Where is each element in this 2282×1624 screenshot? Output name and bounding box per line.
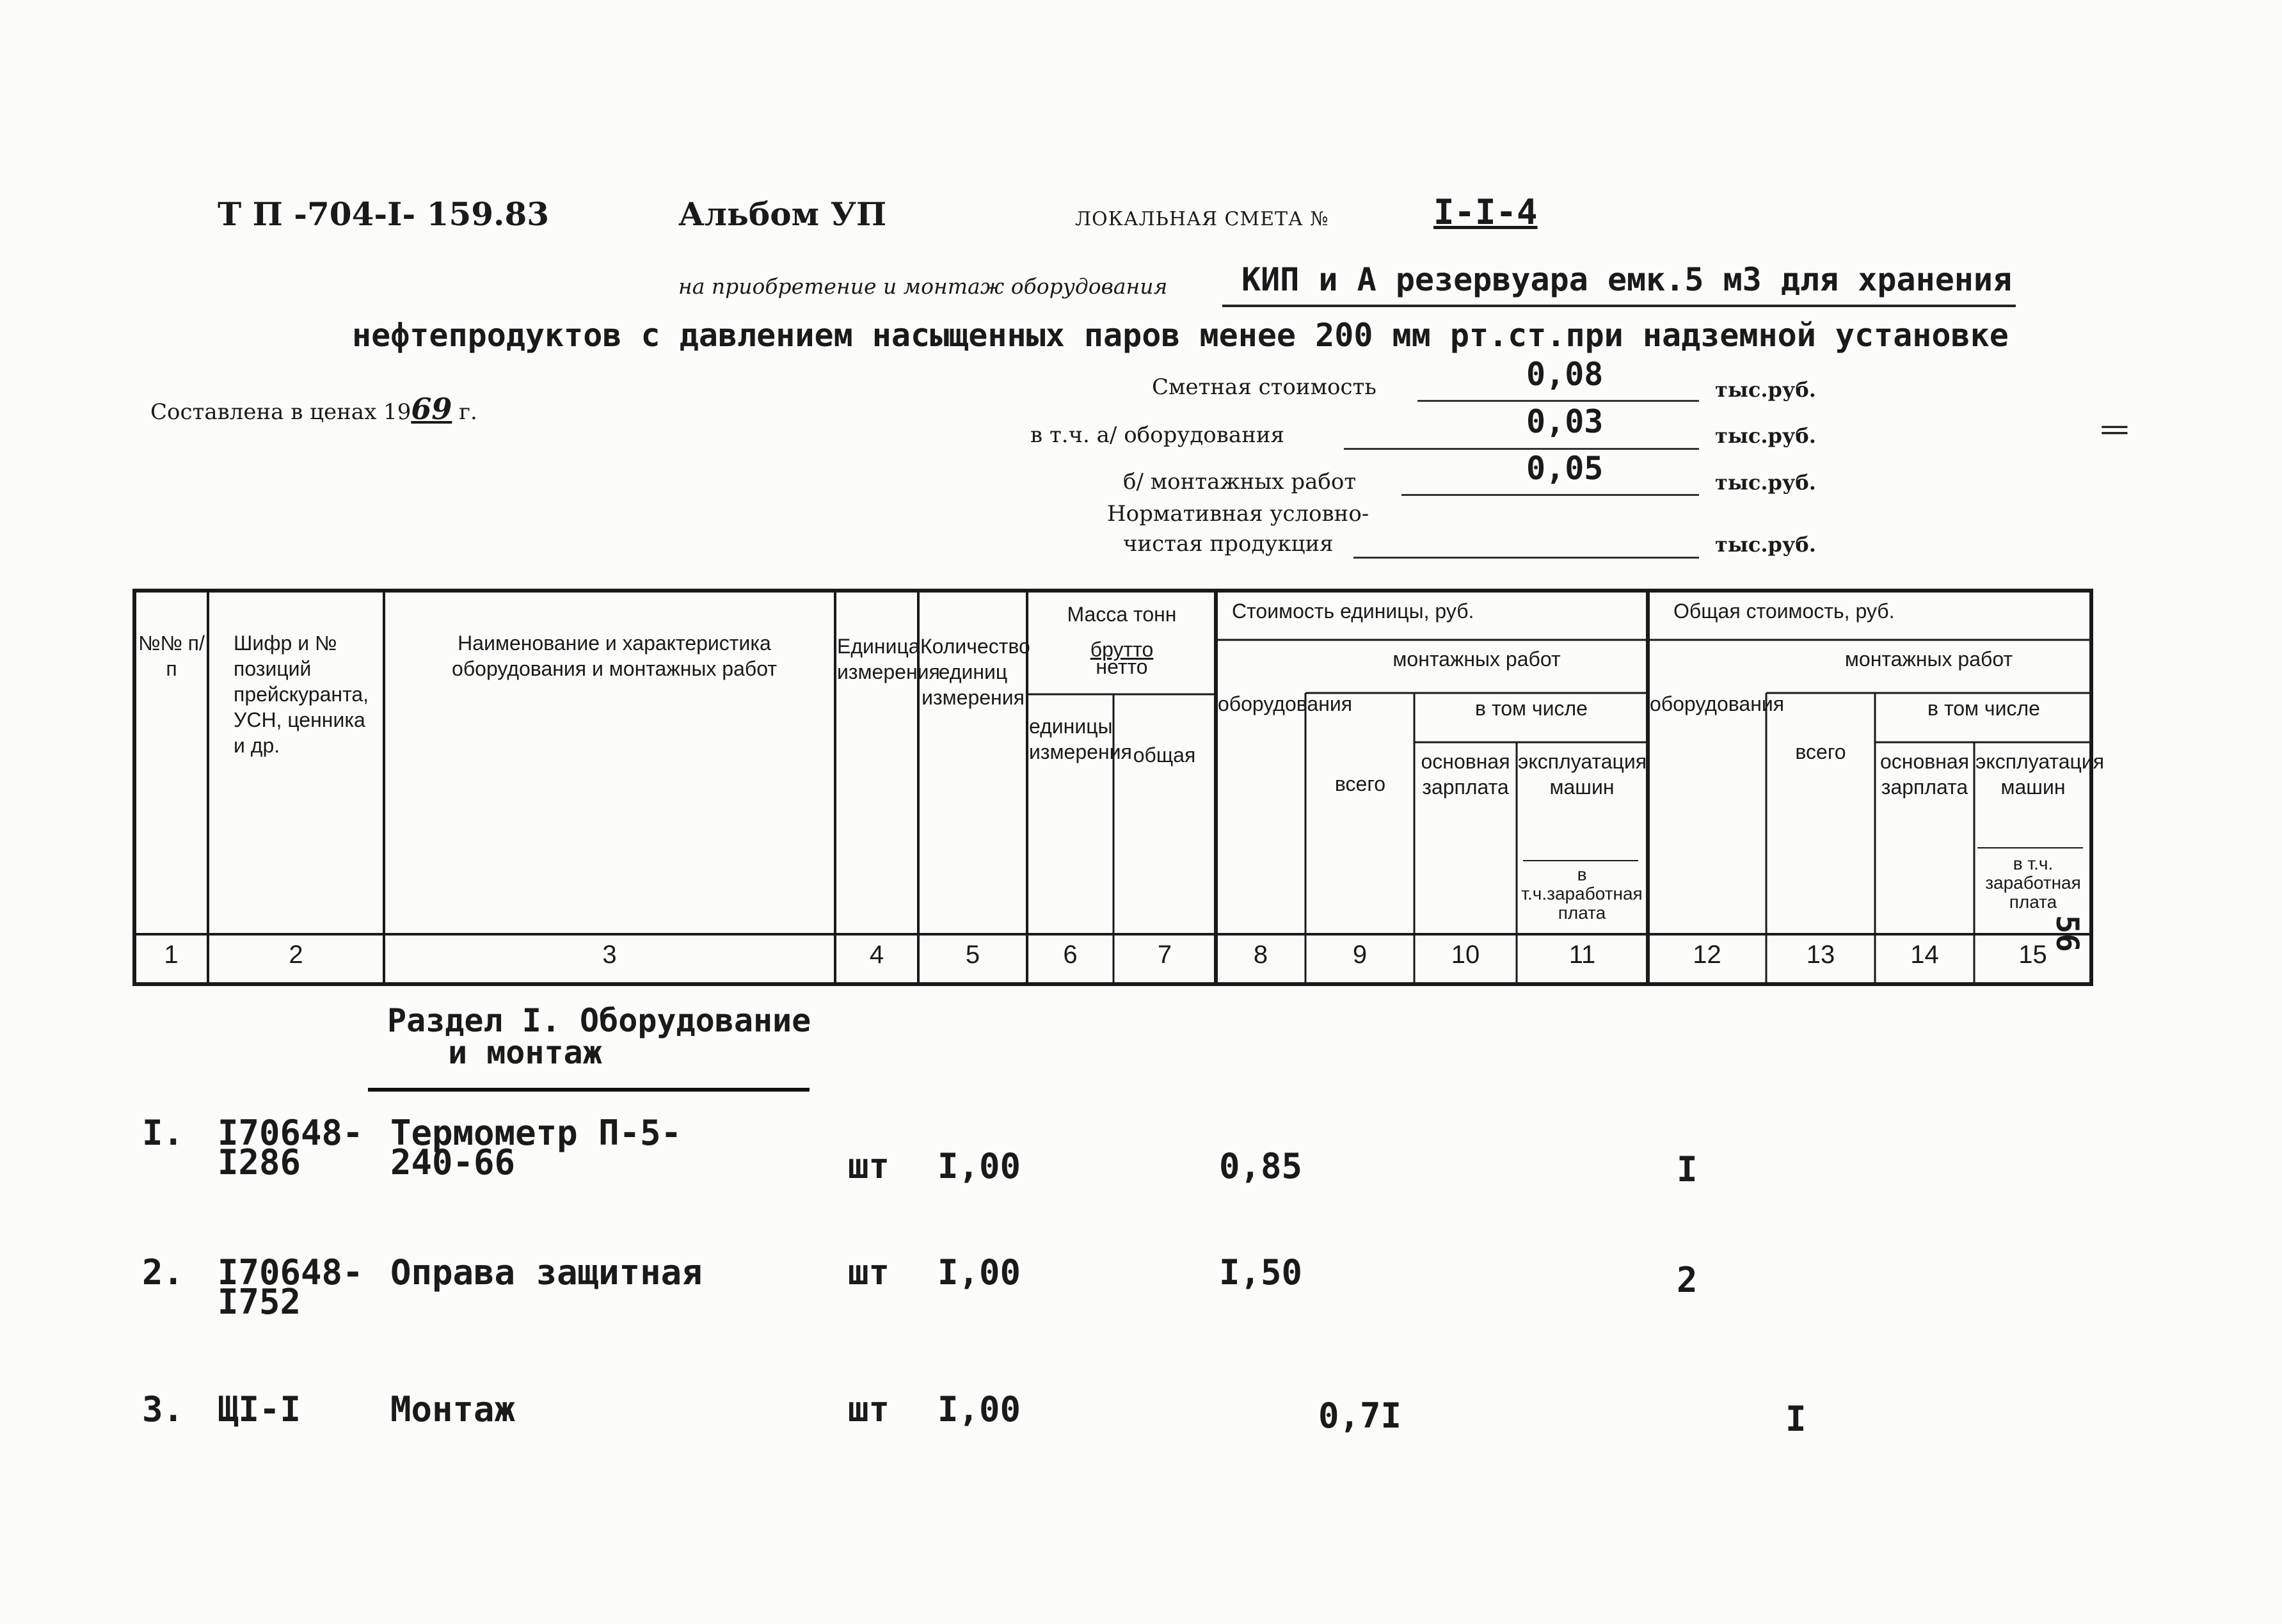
row-3-quantity: I,00 xyxy=(938,1389,1021,1429)
row-1-code-line-1: I70648- xyxy=(218,1113,363,1153)
row-3-installation-total: I xyxy=(1785,1399,1807,1439)
col-number-7: 7 xyxy=(1157,941,1172,969)
installation-cost-unit: тыс.руб. xyxy=(1715,470,1816,495)
th-total-installation: монтажных работ xyxy=(1844,648,2013,671)
col-number-6: 6 xyxy=(1063,941,1078,969)
th-unit-including: в том числе xyxy=(1475,697,1588,720)
page-number: 56 xyxy=(2049,915,2085,952)
th-unit: Единица измерения xyxy=(837,635,940,683)
th-quantity: Количество единиц измерения xyxy=(920,635,1030,709)
row-3-number: 3. xyxy=(142,1389,184,1429)
row-2-unit: шт xyxy=(848,1252,890,1293)
th-unit-machines-wages: в т.ч.заработная плата xyxy=(1521,864,1643,923)
row-3-installation-price: 0,7I xyxy=(1318,1396,1402,1436)
th-mass-unit: единицы измерения xyxy=(1029,715,1132,763)
normative-label-1: Нормативная условно- xyxy=(1107,501,1369,527)
th-mass-netto: нетто xyxy=(1096,655,1148,678)
normative-unit: тыс.руб. xyxy=(1715,532,1816,557)
th-name: Наименование и характеристика оборудования и монтажных работ xyxy=(452,632,777,680)
purpose-label: на приобретение и монтаж оборудования xyxy=(678,274,1168,299)
col-number-15: 15 xyxy=(2018,941,2047,969)
th-total-wages: основная зарплата xyxy=(1879,750,1970,799)
normative-label-2: чистая продукция xyxy=(1123,531,1334,557)
th-row-number: №№ п/п xyxy=(138,632,205,680)
estimated-cost-unit: тыс.руб. xyxy=(1715,378,1816,402)
equipment-cost-unit: тыс.руб. xyxy=(1715,424,1816,448)
row-1-number: I. xyxy=(142,1113,184,1153)
col-number-1: 1 xyxy=(164,941,179,969)
row-2-code-line-1: I70648- xyxy=(218,1252,363,1293)
estimated-cost-label: Сметная стоимость xyxy=(1152,374,1376,400)
th-unit-cost: Стоимость единицы, руб. xyxy=(1232,600,1474,623)
row-2-equipment-total: 2 xyxy=(1677,1260,1698,1300)
row-1-name xyxy=(390,1113,682,1182)
th-total-machines: эксплуатация машин xyxy=(1975,750,2105,799)
row-2-quantity: I,00 xyxy=(938,1252,1021,1293)
row-2-code-line-2: I752 xyxy=(218,1282,301,1322)
row-1-equipment-total: I xyxy=(1677,1149,1698,1190)
row-1-unit: шт xyxy=(848,1146,890,1186)
row-2-code xyxy=(218,1252,363,1322)
col-number-10: 10 xyxy=(1451,941,1480,969)
margin-mark: ‖ xyxy=(2102,422,2131,438)
col-number-12: 12 xyxy=(1693,941,1721,969)
section-title-line-2: и монтаж xyxy=(448,1034,602,1071)
prices-suffix: г. xyxy=(459,399,477,425)
row-1-code xyxy=(218,1113,363,1182)
row-3-code: ЩI-I xyxy=(218,1389,301,1429)
row-1-quantity: I,00 xyxy=(938,1146,1021,1186)
row-1-name-line-1: Термометр П-5- xyxy=(390,1113,682,1153)
prices-label: Составлена в ценах 19 xyxy=(150,399,411,425)
subject-line-2: нефтепродуктов с давлением насыщенных паров менее 200 мм рт.ст.при надземной установке xyxy=(352,317,2009,354)
row-1-code-line-2: I286 xyxy=(218,1142,301,1182)
th-total-equipment: оборудования xyxy=(1650,692,1785,715)
equipment-cost-value: 0,03 xyxy=(1526,403,1604,440)
th-unit-wages: основная зарплата xyxy=(1421,750,1510,799)
smeta-number: I-I-4 xyxy=(1433,192,1538,232)
row-1-name-line-2: 240-66 xyxy=(390,1142,516,1182)
col-number-4: 4 xyxy=(869,941,884,969)
col-number-11: 11 xyxy=(1568,941,1596,969)
th-mass: Масса тонн xyxy=(1067,603,1177,626)
document-code: Т П -704-I- 159.83 xyxy=(218,195,550,233)
row-2-name: Оправа защитная xyxy=(390,1252,703,1293)
album-label: Альбом УП xyxy=(678,195,887,233)
section-title xyxy=(387,1002,811,1071)
smeta-label: ЛОКАЛЬНАЯ СМЕТА № xyxy=(1075,208,1329,230)
th-unit-installation: монтажных работ xyxy=(1392,648,1561,671)
section-underline xyxy=(368,1088,810,1092)
col-number-2: 2 xyxy=(289,941,303,969)
col-number-8: 8 xyxy=(1253,941,1268,969)
th-unit-install-total: всего xyxy=(1334,772,1386,795)
col-number-3: 3 xyxy=(602,941,617,969)
row-3-name: Монтаж xyxy=(390,1389,516,1429)
equipment-cost-label: в т.ч. а/ оборудования xyxy=(1030,422,1284,448)
row-2-number: 2. xyxy=(142,1252,184,1293)
th-mass-brutto: брутто xyxy=(1090,638,1154,661)
th-total-including: в том числе xyxy=(1927,697,2040,720)
th-code: Шифр и № позиций прейскуранта, УСН, ценника и др. xyxy=(234,632,369,757)
section-title-line-1: Раздел I. Оборудование xyxy=(387,1002,811,1039)
prices-year: 69 xyxy=(411,392,452,426)
th-unit-equipment: оборудования xyxy=(1218,692,1353,715)
col-number-13: 13 xyxy=(1806,941,1835,969)
th-mass-total: общая xyxy=(1133,744,1196,767)
subject-line-1: КИП и А резервуара емк.5 м3 для хранения xyxy=(1241,261,2013,298)
row-2-equipment-price: I,50 xyxy=(1219,1252,1303,1293)
th-total-machines-wages: в т.ч. заработная плата xyxy=(1985,854,2081,912)
row-1-equipment-price: 0,85 xyxy=(1219,1146,1303,1186)
th-total-cost: Общая стоимость, руб. xyxy=(1673,600,1895,623)
installation-cost-value: 0,05 xyxy=(1526,450,1604,487)
col-number-5: 5 xyxy=(965,941,980,969)
th-unit-machines: эксплуатация машин xyxy=(1518,750,1647,799)
row-3-unit: шт xyxy=(848,1389,890,1429)
col-number-14: 14 xyxy=(1910,941,1939,969)
installation-cost-label: б/ монтажных работ xyxy=(1123,469,1357,495)
th-total-install-total: всего xyxy=(1795,740,1846,763)
estimated-cost-value: 0,08 xyxy=(1526,356,1604,393)
col-number-9: 9 xyxy=(1352,941,1368,969)
